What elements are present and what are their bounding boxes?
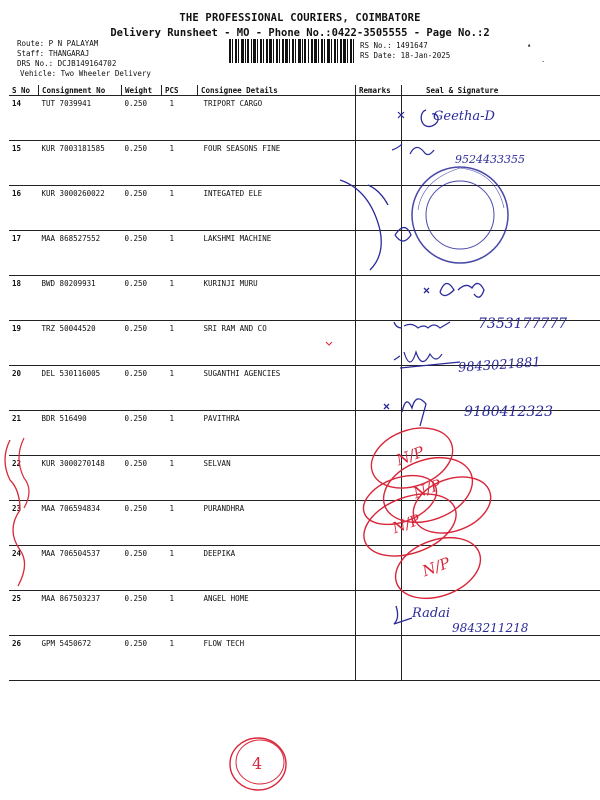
cell-consignment: BDR 516490: [39, 411, 122, 456]
cell-consignee: TRIPORT CARGO: [198, 96, 356, 141]
col-header-consignee: Consignee Details: [198, 85, 356, 96]
cell-consignee: ANGEL HOME: [198, 591, 356, 636]
cell-consignee: PURANDHRA: [198, 501, 356, 546]
np-mark-text: N/P: [389, 510, 423, 538]
cell-pcs: 1: [162, 411, 198, 456]
cell-signature: [402, 501, 600, 546]
runsheet-table: [9, 85, 600, 681]
cell-pcs: 1: [162, 591, 198, 636]
handwritten-phone: 9843211218: [452, 621, 529, 635]
cell-sno: 21: [9, 411, 39, 456]
col-header-signature: Seal & Signature: [402, 85, 600, 96]
cell-sno: 25: [9, 591, 39, 636]
page-number-mark: 4: [252, 754, 263, 773]
cell-pcs: 1: [162, 276, 198, 321]
drs-line: DRS No.: DCJB149164702: [17, 59, 117, 68]
cell-remarks: [356, 276, 402, 321]
table-row: [9, 231, 600, 276]
cell-sno: 22: [9, 456, 39, 501]
table-row: [9, 546, 600, 591]
cell-sno: 19: [9, 321, 39, 366]
cell-signature: [402, 276, 600, 321]
cell-weight: 0.250: [122, 321, 162, 366]
col-header-weight: Weight: [122, 85, 162, 96]
cell-weight: 0.250: [122, 276, 162, 321]
cell-signature: [402, 96, 600, 141]
cell-pcs: 1: [162, 231, 198, 276]
cell-consignee: PAVITHRA: [198, 411, 356, 456]
cell-consignee: SRI RAM AND CO: [198, 321, 356, 366]
col-header-remarks: Remarks: [356, 85, 402, 96]
cell-sno: 17: [9, 231, 39, 276]
cell-sno: 20: [9, 366, 39, 411]
col-header-sno: S No: [9, 85, 39, 96]
cell-pcs: 1: [162, 546, 198, 591]
cell-weight: 0.250: [122, 456, 162, 501]
cell-consignment: TUT 7039941: [39, 96, 122, 141]
cell-consignment: TRZ 50044520: [39, 321, 122, 366]
cell-sno: 24: [9, 546, 39, 591]
cell-remarks: [356, 546, 402, 591]
cell-weight: 0.250: [122, 231, 162, 276]
cell-consignee: LAKSHMI MACHINE: [198, 231, 356, 276]
cell-pcs: 1: [162, 96, 198, 141]
cell-signature: [402, 231, 600, 276]
cell-sno: 18: [9, 276, 39, 321]
cell-pcs: 1: [162, 141, 198, 186]
cell-remarks: [356, 186, 402, 231]
cell-consignee: SUGANTHI AGENCIES: [198, 366, 356, 411]
rs-date: RS Date: 18-Jan-2025: [360, 51, 451, 60]
cell-pcs: 1: [162, 366, 198, 411]
cell-weight: 0.250: [122, 546, 162, 591]
cell-pcs: 1: [162, 636, 198, 681]
cell-consignment: MAA 706594834: [39, 501, 122, 546]
cell-sno: 23: [9, 501, 39, 546]
cell-consignee: KURINJI MURU: [198, 276, 356, 321]
route-line: Route: P N PALAYAM: [17, 39, 99, 48]
cell-consignment: DEL 530116005: [39, 366, 122, 411]
cell-consignee: DEEPIKA: [198, 546, 356, 591]
cell-remarks: [356, 411, 402, 456]
staff-line: Staff: THANGARAJ: [17, 49, 90, 58]
table-row: [9, 501, 600, 546]
rs-number: RS No.: 1491647: [360, 41, 428, 50]
cell-remarks: [356, 636, 402, 681]
table-row: [9, 636, 600, 681]
cell-weight: 0.250: [122, 591, 162, 636]
cell-weight: 0.250: [122, 96, 162, 141]
cell-remarks: [356, 96, 402, 141]
table-row: [9, 96, 600, 141]
cell-remarks: [356, 141, 402, 186]
cell-signature: [402, 186, 600, 231]
meta-right-block: [360, 41, 450, 61]
cell-weight: 0.250: [122, 501, 162, 546]
col-header-consignment: Consignment No: [39, 85, 122, 96]
cell-remarks: [356, 591, 402, 636]
cell-remarks: [356, 231, 402, 276]
handwritten-name: Radai: [412, 606, 451, 621]
company-title: THE PROFESSIONAL COURIERS, COIMBATORE: [179, 12, 421, 24]
cell-consignment: MAA 706504537: [39, 546, 122, 591]
barcode: [229, 39, 354, 63]
meta-left-block: [17, 39, 151, 79]
runsheet-subtitle: Delivery Runsheet - MO - Phone No.:0422-3505555 - Page No.:2: [110, 27, 490, 39]
np-mark-text: N/P: [410, 475, 444, 503]
cell-weight: 0.250: [122, 186, 162, 231]
handwritten-phone: 9180412323: [464, 404, 554, 420]
cell-consignment: BWD 80209931: [39, 276, 122, 321]
cell-sno: 14: [9, 96, 39, 141]
table-header-row: [9, 85, 600, 96]
cell-remarks: [356, 456, 402, 501]
vehicle-line: Vehicle: Two Wheeler Delivery: [20, 69, 151, 78]
handwritten-name: Geetha-D: [433, 109, 495, 124]
cell-consignment: KUR 7003181585: [39, 141, 122, 186]
cell-sno: 16: [9, 186, 39, 231]
cell-weight: 0.250: [122, 141, 162, 186]
cell-consignee: FLOW TECH: [198, 636, 356, 681]
np-mark-text: N/P: [419, 553, 453, 581]
cell-weight: 0.250: [122, 411, 162, 456]
cell-pcs: 1: [162, 456, 198, 501]
cell-consignment: MAA 868527552: [39, 231, 122, 276]
np-mark-text: N/P: [393, 442, 427, 470]
cell-remarks: [356, 366, 402, 411]
corner-mark: ·: [541, 58, 546, 66]
cell-consignment: GPM 5450672: [39, 636, 122, 681]
table-row: [9, 276, 600, 321]
cell-remarks: [356, 321, 402, 366]
cell-consignment: MAA 867503237: [39, 591, 122, 636]
handwritten-phone: 7353177777: [478, 316, 568, 332]
cell-sno: 15: [9, 141, 39, 186]
cell-sno: 26: [9, 636, 39, 681]
col-header-pcs: PCS: [162, 85, 198, 96]
table-row: [9, 186, 600, 231]
cell-weight: 0.250: [122, 636, 162, 681]
cell-consignment: KUR 3000270148: [39, 456, 122, 501]
cell-pcs: 1: [162, 321, 198, 366]
cell-consignment: KUR 3000260022: [39, 186, 122, 231]
cell-signature: [402, 636, 600, 681]
handwritten-phone: 9524433355: [455, 153, 525, 166]
cell-consignee: SELVAN: [198, 456, 356, 501]
handwritten-phone: 9843021881: [457, 355, 542, 376]
cell-pcs: 1: [162, 501, 198, 546]
table-row: [9, 456, 600, 501]
corner-mark: ▴: [527, 41, 532, 49]
cell-consignee: INTEGATED ELE: [198, 186, 356, 231]
cell-weight: 0.250: [122, 366, 162, 411]
cell-consignee: FOUR SEASONS FINE: [198, 141, 356, 186]
cell-pcs: 1: [162, 186, 198, 231]
